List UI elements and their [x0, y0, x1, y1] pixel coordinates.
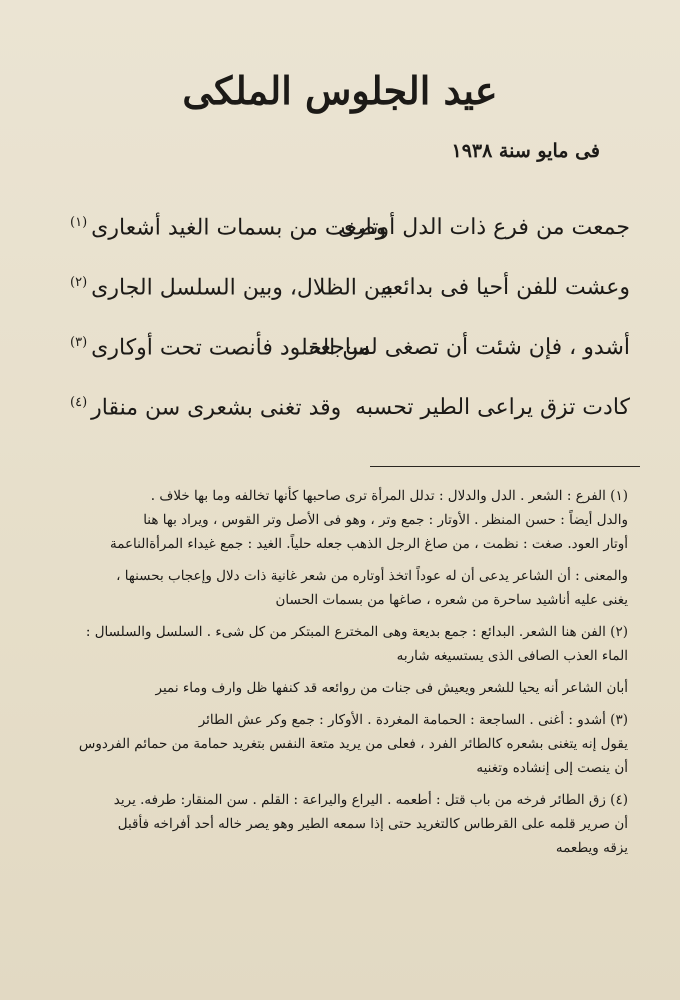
footnote-line: (٣) أشدو : أغنى . الساجعة : الحمامة المغردة . الأوكار : جمع وكر عش الطائر: [198, 712, 628, 728]
footnote: [62, 676, 628, 700]
verse-second-hemistich: [70, 335, 371, 360]
poem-date: فى مايو سنة ١٩٣٨: [451, 140, 600, 162]
footnote-line: أن ينصت إلى إنشاده وتغنيه: [476, 760, 628, 776]
footnote-line: (١) الفرع : الشعر . الدل والدلال : تدلل المرأة ترى صاحبها كأنها تخالفه وما بها خلاف .: [150, 488, 628, 504]
footnote-line: الماء العذب الصافى الذى يستسيغه شاربه: [396, 648, 628, 664]
hemistich-text: وصغت من بسمات الغيد أشعارى: [91, 215, 387, 241]
footnote-line: أبان الشاعر أنه يحيا للشعر ويعيش فى جنات من روائعه قد كنفها ظل وارف وماء نمير: [155, 680, 628, 696]
poem-body: [70, 215, 630, 455]
verse-first-hemistich: وعشت للفن أحيا فى بدائعه: [380, 275, 630, 300]
footnote-line: أوتار العود. صغت : نظمت ، من صاغ الرجل الذهب جعله حلياً. الغيد : جمع غيداء المرأةالناعمة: [109, 536, 628, 552]
footnote-mark: (٣): [70, 335, 88, 350]
verse: [70, 335, 630, 395]
verse: [70, 215, 630, 275]
footnote-divider: [370, 466, 640, 467]
footnote-mark: (٢): [70, 275, 88, 290]
footnote: [62, 788, 628, 860]
hemistich-text: بين الظلال، وبين السلسل الجارى: [91, 275, 394, 301]
verse-first-hemistich: أشدو ، فإن شئت أن تصغى لساجعة: [308, 335, 630, 360]
verse: [70, 395, 630, 455]
footnote-line: والمعنى : أن الشاعر يدعى أن له عوداً اتخذ أوتاره من شعر غانية ذات دلال وإعجاب بحسنها ،: [116, 568, 628, 584]
footnote: [62, 620, 628, 668]
verse-second-hemistich: [70, 275, 393, 300]
footnote-line: أن صرير قلمه على القرطاس كالتغريد حتى إذا سمعه الطير وهو يصر خاله أحد أفراخه فأقبل: [117, 816, 628, 832]
verse-first-hemistich: جمعت من فرع ذات الدل أوتارى: [337, 215, 630, 240]
footnote-line: (٤) زق الطائر فرخه من باب قتل : أطعمه . اليراع واليراعة : القلم . سن المنقار: طرفه. يريد: [113, 792, 628, 808]
footnote-line: يزقه ويطعمه: [555, 840, 628, 856]
verse-second-hemistich: [70, 395, 341, 420]
footnote: [62, 708, 628, 780]
footnote-mark: (٤): [70, 395, 88, 410]
footnotes: [62, 484, 628, 868]
footnote-line: والدل أيضاً : حسن المنظر . الأوتار : جمع وتر ، وهو فى الأصل وتر القوس ، ويراد بها هنا: [143, 512, 628, 528]
footnote: [62, 484, 628, 556]
footnote-line: (٢) الفن هنا الشعر. البدائع : جمع بديعة وهى المخترع المبتكر من كل شىء . السلسل والسلسال :: [85, 624, 628, 640]
verse: [70, 275, 630, 335]
footnote-line: يقول إنه يتغنى بشعره كالطائر الفرد ، فعلى من يريد متعة النفس بتغريد حمامة من حمائم الفردوس: [78, 736, 628, 752]
verse-second-hemistich: [70, 215, 386, 240]
footnote-line: يغنى عليه أناشيد ساحرة من شعره ، صاغها من بسمات الحسان: [275, 592, 628, 608]
footnote-mark: (١): [70, 215, 88, 230]
verse-first-hemistich: كادت تزق يراعى الطير تحسبه: [355, 395, 630, 420]
poem-title: عيد الجلوس الملكى: [182, 68, 498, 113]
hemistich-text: وقد تغنى بشعرى سن منقار: [91, 395, 342, 421]
footnote: [62, 564, 628, 612]
hemistich-text: من الخلود فأنصت تحت أوكارى: [91, 335, 371, 361]
